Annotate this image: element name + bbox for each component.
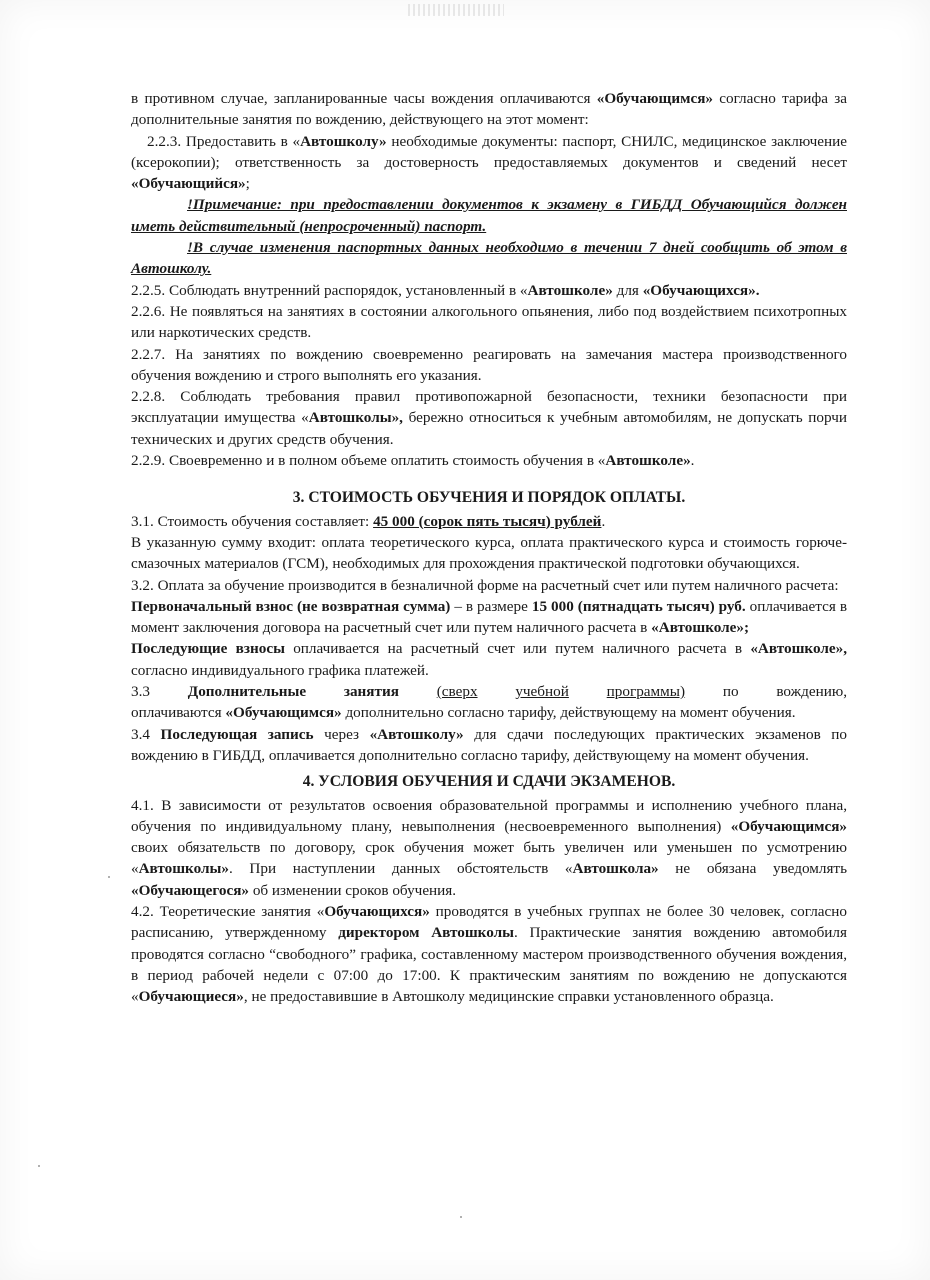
clause-2-2-3: 2.2.3. Предоставить в «Автошколу» необходимые документы: паспорт, СНИЛС, медицинское заключение (ксерокопии); ответственность за достоверность предоставляемых документов и сведений несет «Обучающийся»;: [131, 132, 847, 193]
note-passport-change: !В случае изменения паспортных данных необходимо в течении 7 дней сообщить об этом в Автошколу.: [131, 239, 847, 278]
subsequent-payments: Последующие взносы оплачивается на расчетный счет или путем наличного расчета в «Автошколе», согласно индивидуального графика платежей.: [131, 640, 847, 679]
note-passport: !Примечание: при предоставлении документов к экзамену в ГИБДД Обучающийся должен иметь действительный (непросроченный) паспорт.: [131, 196, 847, 235]
clause-3-4: 3.4 Последующая запись через «Автошколу» для сдачи последующих практических экзаменов по вождению в ГИБДД, оплачивается дополнительно согласно тарифу, действующему на момент обучения.: [131, 725, 848, 764]
scan-artifact: [408, 4, 504, 16]
clause-2-2-9: 2.2.9. Своевременно и в полном объеме оплатить стоимость обучения в «Автошколе».: [131, 452, 695, 470]
scan-speck: [460, 1216, 462, 1218]
document-body: [131, 88, 847, 1007]
clause-2-2-6: 2.2.6. Не появляться на занятиях в состоянии алкогольного опьянения, либо под воздействием психотропных или наркотических средств.: [131, 302, 847, 342]
clause-3-3-first-line: 3.3 Дополнительные занятия (сверх учебной программы) по вождению,: [131, 683, 847, 701]
paragraph-continuation: в противном случае, запланированные часы вождения оплачиваются «Обучающимся» согласно тарифа за дополнительные занятия по вождению, действующего на этот момент:: [131, 90, 847, 129]
clause-3-1: 3.1. Стоимость обучения составляет: 45 000 (сорок пять тысяч) рублей.: [131, 512, 606, 530]
clause-2-2-8: 2.2.8. Соблюдать требования правил противопожарной безопасности, техники безопасности при эксплуатации имущества «Автошколы», бережно относиться к учебным автомобилям, не допускать порчи технических и других средств обучения.: [131, 388, 847, 448]
clause-2-2-7: 2.2.7. На занятиях по вождению своевременно реагировать на замечания мастера производственного обучения вождению и строго выполнять его указания.: [131, 345, 847, 384]
clause-3-3: оплачиваются «Обучающимся» дополнительно согласно тарифу, действующему на момент обучения.: [131, 704, 796, 722]
clause-4-1: 4.1. В зависимости от результатов освоения образовательной программы и исполнению учебного плана, обучения по индивидуальному плану, невыполнения (несвоевременного выполнения) «Обучающимся» своих обязательств по договору, срок обучения может быть увеличен или уменьшен по усмотрению «Автошколы». При наступлении данных обстоятельств «Автошкола» не обязана уведомлять «Обучающегося» об изменении сроков обучения.: [131, 796, 847, 899]
section-4-heading: 4. УСЛОВИЯ ОБУЧЕНИЯ И СДАЧИ ЭКЗАМЕНОВ.: [302, 773, 676, 791]
section-3-heading: 3. СТОИМОСТЬ ОБУЧЕНИЯ И ПОРЯДОК ОПЛАТЫ.: [292, 489, 686, 507]
scan-speck: [108, 876, 110, 878]
clause-2-2-5: 2.2.5. Соблюдать внутренний распорядок, установленный в «Автошколе» для «Обучающихся».: [131, 281, 760, 299]
clause-3-2: 3.2. Оплата за обучение производится в безналичной форме на расчетный счет или путем наличного расчета:: [131, 576, 839, 594]
scan-speck: [38, 1165, 40, 1167]
initial-payment: Первоначальный взнос (не возвратная сумма) – в размере 15 000 (пятнадцать тысяч) руб. оплачивается в момент заключения договора на расчетный счет или путем наличного расчета в «Автошколе»;: [131, 597, 847, 637]
clause-4-2: 4.2. Теоретические занятия «Обучающихся» проводятся в учебных группах не более 30 человек, согласно расписанию, утвержденному директором Автошколы. Практические занятия вождению автомобиля проводятся согласно “свободного” графика, составленному мастером производственного обучения вождения, в период рабочей недели с 07:00 до 17:00. К практическим занятиям по вождению не допускаются «Обучающиеся», не предоставившие в Автошколу медицинские справки установленного образца.: [131, 902, 848, 1006]
clause-3-1-details: В указанную сумму входит: оплата теоретического курса, оплата практического курса и стоимость горюче-смазочных материалов (ГСМ), необходимых для прохождения практической подготовки обучающихся.: [131, 533, 847, 573]
